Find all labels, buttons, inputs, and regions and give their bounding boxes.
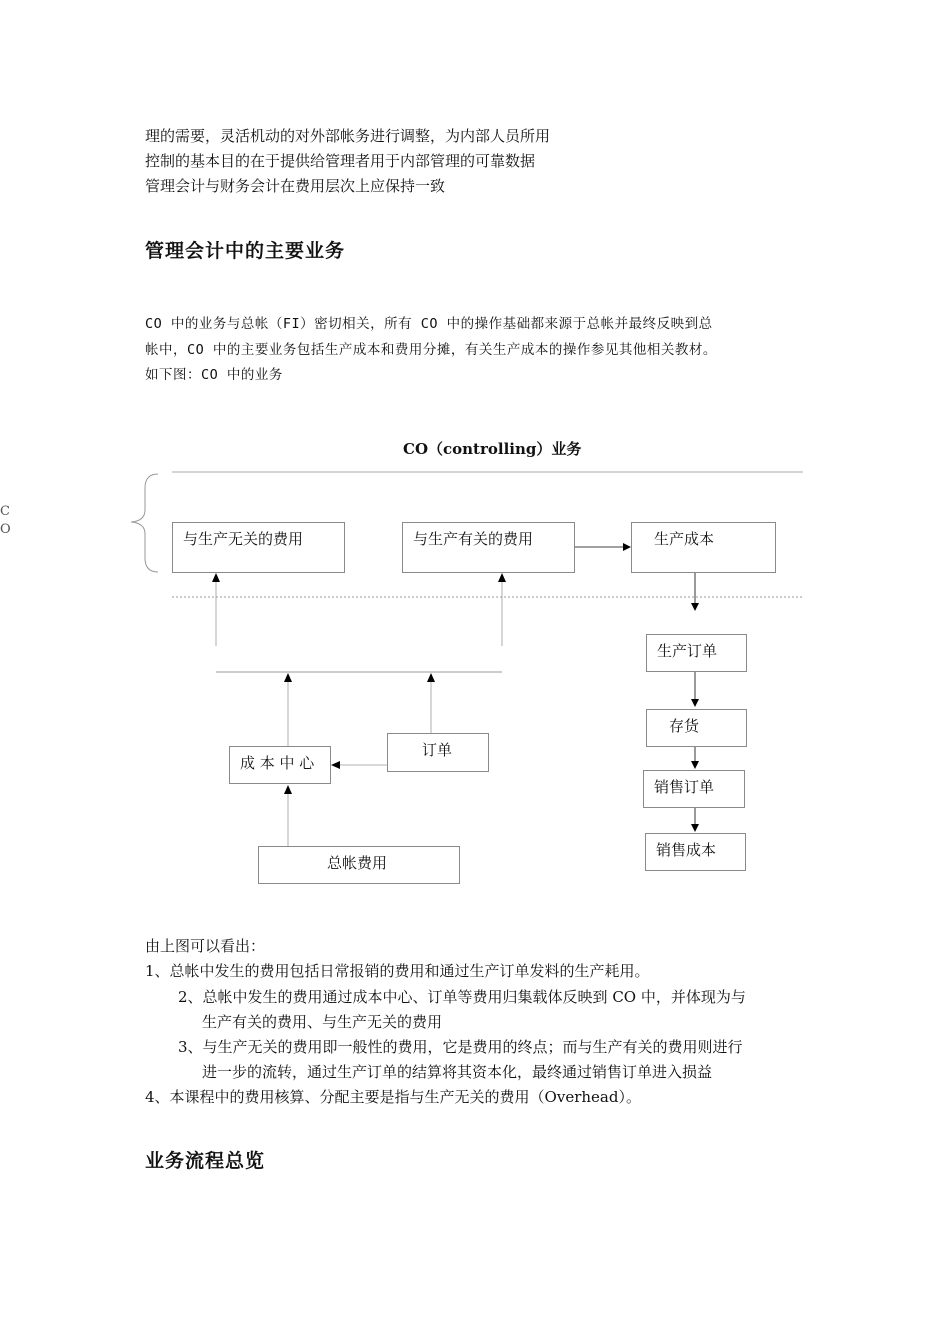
- section1-para-line-2: 帐中，CO 中的主要业务包括生产成本和费用分摊，有关生产成本的操作参见其他相关教材。: [145, 342, 717, 358]
- box-order: 订单: [387, 733, 489, 772]
- section1-para-line-1: CO 中的业务与总帐（FI）密切相关，所有 CO 中的操作基础都来源于总帐并最终反映到总: [145, 316, 713, 332]
- section1-para-line-3: 如下图：CO 中的业务: [145, 367, 283, 383]
- conclusion-lead: 由上图可以看出：: [145, 937, 266, 955]
- conclusion-item-3-line-1: 3、与生产无关的费用即一般性的费用，它是费用的终点；而与生产有关的费用则进行: [178, 1038, 743, 1056]
- edge-char-o: O: [0, 522, 11, 537]
- intro-line-2: 控制的基本目的在于提供给管理者用于内部管理的可靠数据: [145, 152, 536, 170]
- box-cost-center: 成 本 中 心: [229, 746, 331, 784]
- conclusion-item-4: 4、本课程中的费用核算、分配主要是指与生产无关的费用（Overhead）。: [145, 1088, 641, 1106]
- box-production-order: 生产订单: [646, 634, 747, 672]
- box-related-cost: 与生产有关的费用: [402, 522, 575, 573]
- diagram-title: CO（controlling）业务: [403, 440, 582, 458]
- curly-brace: [131, 474, 158, 572]
- box-sales-cost: 销售成本: [645, 833, 746, 871]
- section-heading-process-overview: 业务流程总览: [145, 1150, 266, 1172]
- section-heading-main-business: 管理会计中的主要业务: [145, 240, 346, 262]
- box-inventory: 存货: [646, 709, 747, 747]
- conclusion-item-3-line-2: 进一步的流转，通过生产订单的结算将其资本化，最终通过销售订单进入损益: [202, 1063, 713, 1081]
- box-unrelated-cost: 与生产无关的费用: [172, 522, 345, 573]
- box-sales-order: 销售订单: [643, 770, 745, 808]
- conclusion-item-2-line-1: 2、总帐中发生的费用通过成本中心、订单等费用归集载体反映到 CO 中，并体现为与: [178, 988, 746, 1006]
- intro-line-3: 管理会计与财务会计在费用层次上应保持一致: [145, 177, 446, 195]
- intro-line-1: 理的需要，灵活机动的对外部帐务进行调整，为内部人员所用: [145, 127, 551, 145]
- box-gl-cost: 总帐费用: [258, 846, 460, 884]
- box-production-cost: 生产成本: [631, 522, 776, 573]
- conclusion-item-2-line-2: 生产有关的费用、与生产无关的费用: [202, 1013, 443, 1031]
- conclusion-item-1: 1、总帐中发生的费用包括日常报销的费用和通过生产订单发料的生产耗用。: [145, 962, 650, 980]
- edge-char-c: C: [0, 504, 10, 519]
